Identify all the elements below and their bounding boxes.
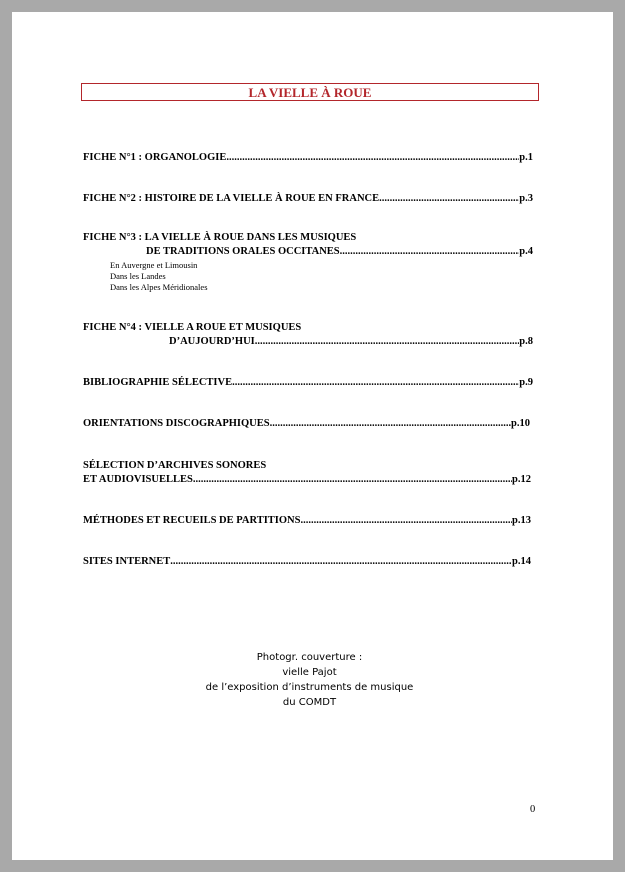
toc-page: p.4 [519,246,533,257]
title-box [81,83,539,101]
caption-line: de l’exposition d’instruments de musique [205,682,414,693]
toc-label: FICHE N°2 : HISTOIRE DE LA VIELLE À ROUE EN FRANCE [83,193,380,204]
toc-entry-fiche3 [146,246,533,257]
toc-label: FICHE N°1 : ORGANOLOGIE [83,152,227,163]
toc-entry-fiche4 [169,336,533,347]
toc-page: p.10 [511,418,530,429]
toc-leader [226,152,519,163]
toc-leader [193,474,512,485]
toc-leader [379,193,519,204]
toc-entry-methodes [83,515,531,526]
toc-label: BIBLIOGRAPHIE SÉLECTIVE [83,377,233,388]
toc-leader [170,556,512,567]
caption-line: vielle Pajot [282,667,337,678]
toc-page: p.14 [512,556,531,567]
toc-page: p.1 [519,152,533,163]
toc-leader [270,418,511,429]
toc-subentry: En Auvergne et Limousin [110,260,198,270]
toc-label: DE TRADITIONS ORALES OCCITANES [146,246,340,257]
toc-page: p.9 [519,377,533,388]
toc-page: p.3 [519,193,533,204]
toc-entry-archives [83,474,531,485]
toc-label: ET AUDIOVISUELLES [83,474,193,485]
toc-entry-fiche4-line1: FICHE N°4 : VIELLE A ROUE ET MUSIQUES [83,322,302,333]
toc-subentry: Dans les Landes [110,271,166,281]
caption-line: du COMDT [282,697,337,708]
toc-entry-archives-line1: SÉLECTION D’ARCHIVES SONORES [83,460,267,471]
toc-entry-fiche1 [83,152,533,163]
toc-entry-fiche3-line1: FICHE N°3 : LA VIELLE À ROUE DANS LES MUSIQUES [83,232,357,243]
toc-leader [232,377,519,388]
document-page [12,12,613,860]
toc-entry-sites-internet [83,556,531,567]
page-title: LA VIELLE À ROUE [248,85,372,100]
caption-line: Photogr. couverture : [256,652,363,663]
toc-leader [340,246,520,257]
toc-subentry: Dans les Alpes Méridionales [110,282,208,292]
toc-leader [300,515,512,526]
toc-entry-discographie [83,418,530,429]
toc-entry-bibliographie [83,377,533,388]
toc-label: ORIENTATIONS DISCOGRAPHIQUES [83,418,270,429]
toc-page: p.8 [519,336,533,347]
toc-entry-fiche2 [83,193,533,204]
toc-label: MÉTHODES ET RECUEILS DE PARTITIONS [83,515,301,526]
toc-page: p.13 [512,515,531,526]
toc-label: D’AUJOURD’HUI [169,336,255,347]
toc-leader [255,336,520,347]
toc-label: SITES INTERNET [83,556,171,567]
toc-page: p.12 [512,474,531,485]
page-number: 0 [530,804,536,815]
